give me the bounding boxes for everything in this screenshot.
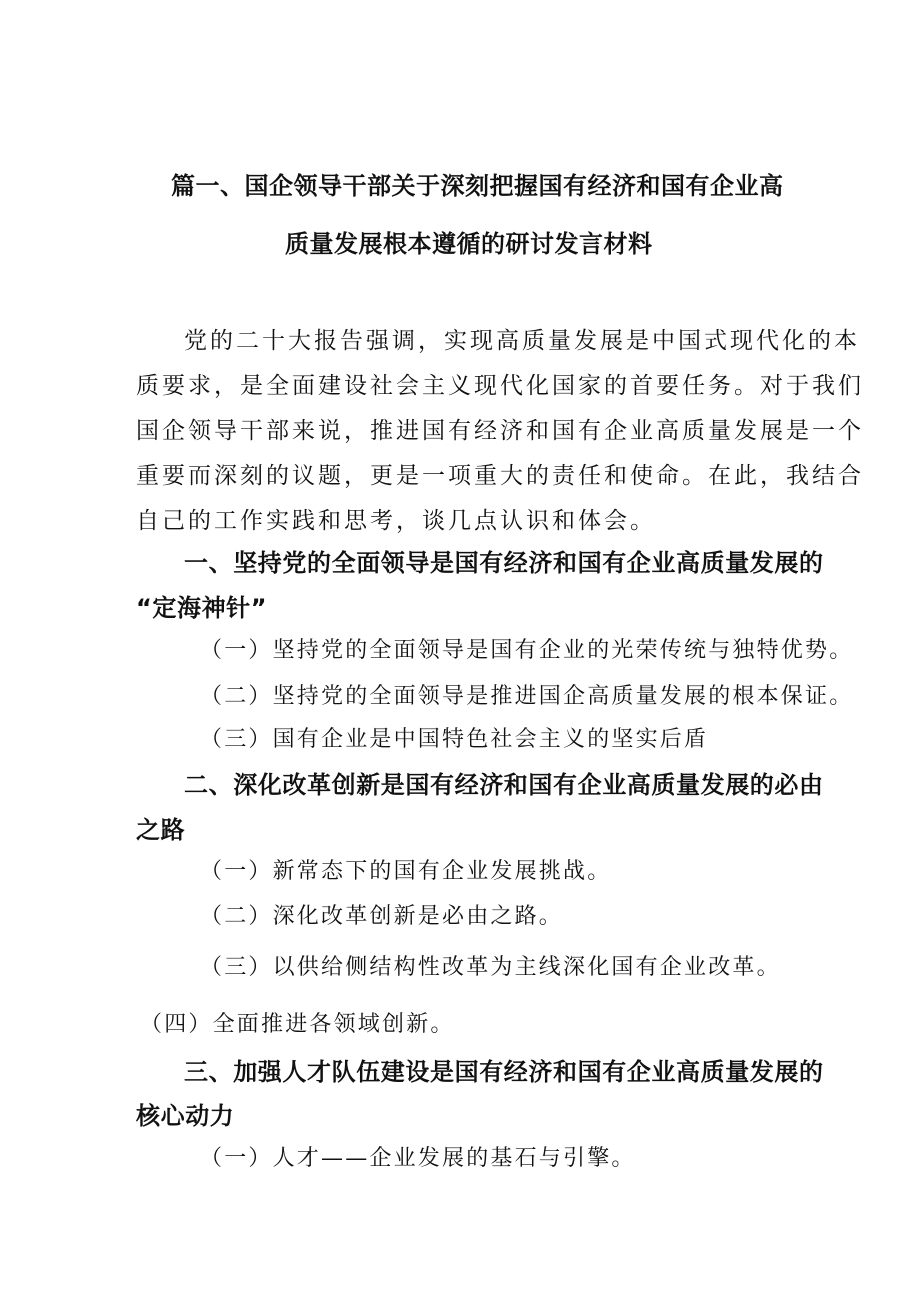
section-2-heading-line-2: 之路	[136, 816, 186, 844]
section-1-item-2: （二）坚持党的全面领导是推进国企高质量发展的根本保证。	[200, 684, 854, 709]
section-1-item-1: （一）坚持党的全面领导是国有企业的光荣传统与独特优势。	[200, 638, 854, 663]
section-2-item-1: （一）新常态下的国有企业发展挑战。	[200, 859, 612, 884]
intro-line-4: 重要而深刻的议题，更是一项重大的责任和使命。在此，我结合	[136, 463, 864, 489]
section-2-item-2: （二）深化改革创新是必由之路。	[200, 904, 564, 929]
section-2-item-3: （三）以供给侧结构性改革为主线深化国有企业改革。	[200, 955, 781, 980]
section-1-heading-line-2: “定海神针”	[136, 594, 268, 622]
section-3-heading-line-2: 核心动力	[136, 1102, 235, 1130]
section-2-heading-line-1: 二、深化改革创新是国有经济和国有企业高质量发展的必由	[184, 771, 824, 799]
intro-line-1: 党的二十大报告强调，实现高质量发展是中国式现代化的本	[184, 328, 860, 354]
intro-line-2: 质要求，是全面建设社会主义现代化国家的首要任务。对于我们	[136, 373, 864, 399]
section-1-heading-line-1: 一、坚持党的全面领导是国有经济和国有企业高质量发展的	[184, 549, 824, 577]
section-3-heading-line-1: 三、加强人才队伍建设是国有经济和国有企业高质量发展的	[184, 1058, 824, 1086]
intro-line-5: 自己的工作实践和思考，谈几点认识和体会。	[136, 508, 656, 534]
intro-line-3: 国企领导干部来说，推进国有经济和国有企业高质量发展是一个	[136, 418, 864, 444]
document-title-line-2: 质量发展根本遵循的研讨发言材料	[285, 230, 653, 258]
section-3-item-1: （一）人才——企业发展的基石与引擎。	[200, 1146, 636, 1171]
section-1-item-3: （三）国有企业是中国特色社会主义的坚实后盾	[200, 727, 709, 752]
document-title-line-1: 篇一、国企领导干部关于深刻把握国有经济和国有企业高	[171, 172, 784, 200]
section-2-item-4: （四）全面推进各领域创新。	[140, 1012, 455, 1037]
